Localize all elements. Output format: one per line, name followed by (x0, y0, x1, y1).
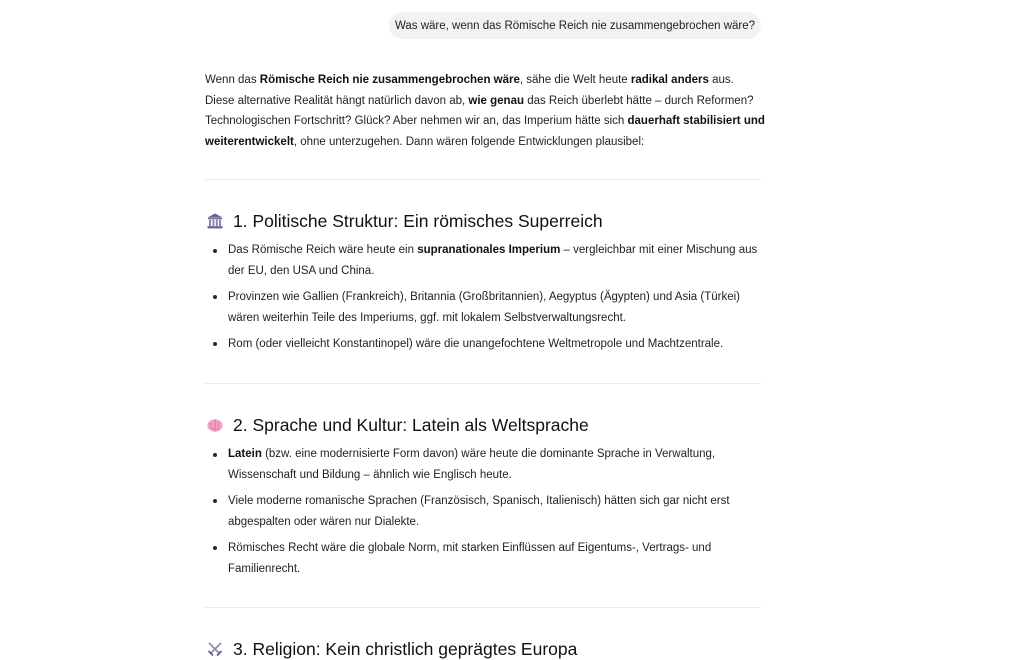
section-divider (205, 179, 761, 180)
user-message-text: Was wäre, wenn das Römische Reich nie zusammengebrochen wäre? (394, 19, 756, 32)
intro-bold: radikal anders (630, 74, 709, 86)
intro-paragraph (205, 70, 765, 153)
bullet-text: Viele moderne romanische Sprachen (Französisch, Spanisch, Italienisch) hätten sich gar nicht erst abgespalten oder wären nur Dialekte. (228, 494, 730, 528)
intro-bold: Römische Reich nie zusammengebrochen wäre (259, 74, 520, 86)
intro-text: , ohne unterzugehen. Dann wären folgende Entwicklungen plausibel: (293, 136, 645, 149)
user-message-bubble (389, 12, 761, 39)
section-divider (205, 383, 761, 384)
bullet-bold: supranationales Imperium (417, 244, 561, 256)
section-heading (205, 637, 765, 660)
bullet-text: Das Römische Reich wäre heute ein (228, 244, 418, 256)
list-item (205, 240, 765, 281)
list-item (205, 538, 765, 579)
section-heading (205, 413, 765, 437)
bullet-list (205, 240, 765, 355)
intro-text: aus. Diese alternative Realität hängt natürlich davon ab, (205, 74, 734, 107)
intro-text: das Reich überlebt hätte – durch Reformen? Technologischen Fortschritt? Glück? Aber nehmen wir an, das Imperium hätte sich (205, 94, 754, 128)
bullet-bold: Latein (228, 448, 262, 460)
intro-text: , sähe die Welt heute (519, 74, 631, 86)
section-religion (205, 637, 765, 660)
bullet-list (205, 444, 765, 579)
section-title: 3. Religion: Kein christlich geprägtes Europa (233, 638, 578, 659)
bullet-text: Römisches Recht wäre die globale Norm, mit starken Einflüssen auf Eigentums-, Vertrags- und Familienrecht. (228, 541, 712, 575)
intro-text: Wenn das (205, 74, 260, 86)
section-politics (205, 209, 765, 355)
bullet-text: Rom (oder vielleicht Konstantinopel) wäre die unangefochtene Weltmetropole und Machtzentrale. (228, 337, 724, 350)
bullet-text: – vergleichbar mit einer Mischung aus der EU, den USA und China. (228, 244, 758, 277)
bullet-text: (bzw. eine modernisierte Form davon) wäre heute die dominante Sprache in Verwaltung, Wissenschaft und Bildung – ähnlich wie Englisch heute. (228, 448, 716, 481)
bullet-text: Provinzen wie Gallien (Frankreich), Britannia (Großbritannien), Aegyptus (Ägypten) und Asia (Türkei) wären weiterhin Teile des Imperiums, ggf. mit lokalem Selbstverwaltungsrecht. (228, 290, 740, 324)
intro-bold: wie genau (468, 94, 524, 107)
list-item (205, 491, 765, 532)
list-item (205, 444, 765, 485)
classical-building-icon (205, 211, 225, 231)
section-heading (205, 209, 765, 233)
section-title: 1. Politische Struktur: Ein römisches Superreich (233, 210, 603, 231)
section-divider (205, 607, 761, 608)
crossed-swords-icon (205, 639, 225, 659)
brain-icon (205, 415, 225, 435)
list-item (205, 287, 765, 328)
list-item (205, 334, 765, 355)
intro-bold: dauerhaft stabilisiert und weiterentwickelt (205, 115, 765, 149)
section-title: 2. Sprache und Kultur: Latein als Weltsprache (233, 414, 589, 435)
section-language (205, 413, 765, 579)
